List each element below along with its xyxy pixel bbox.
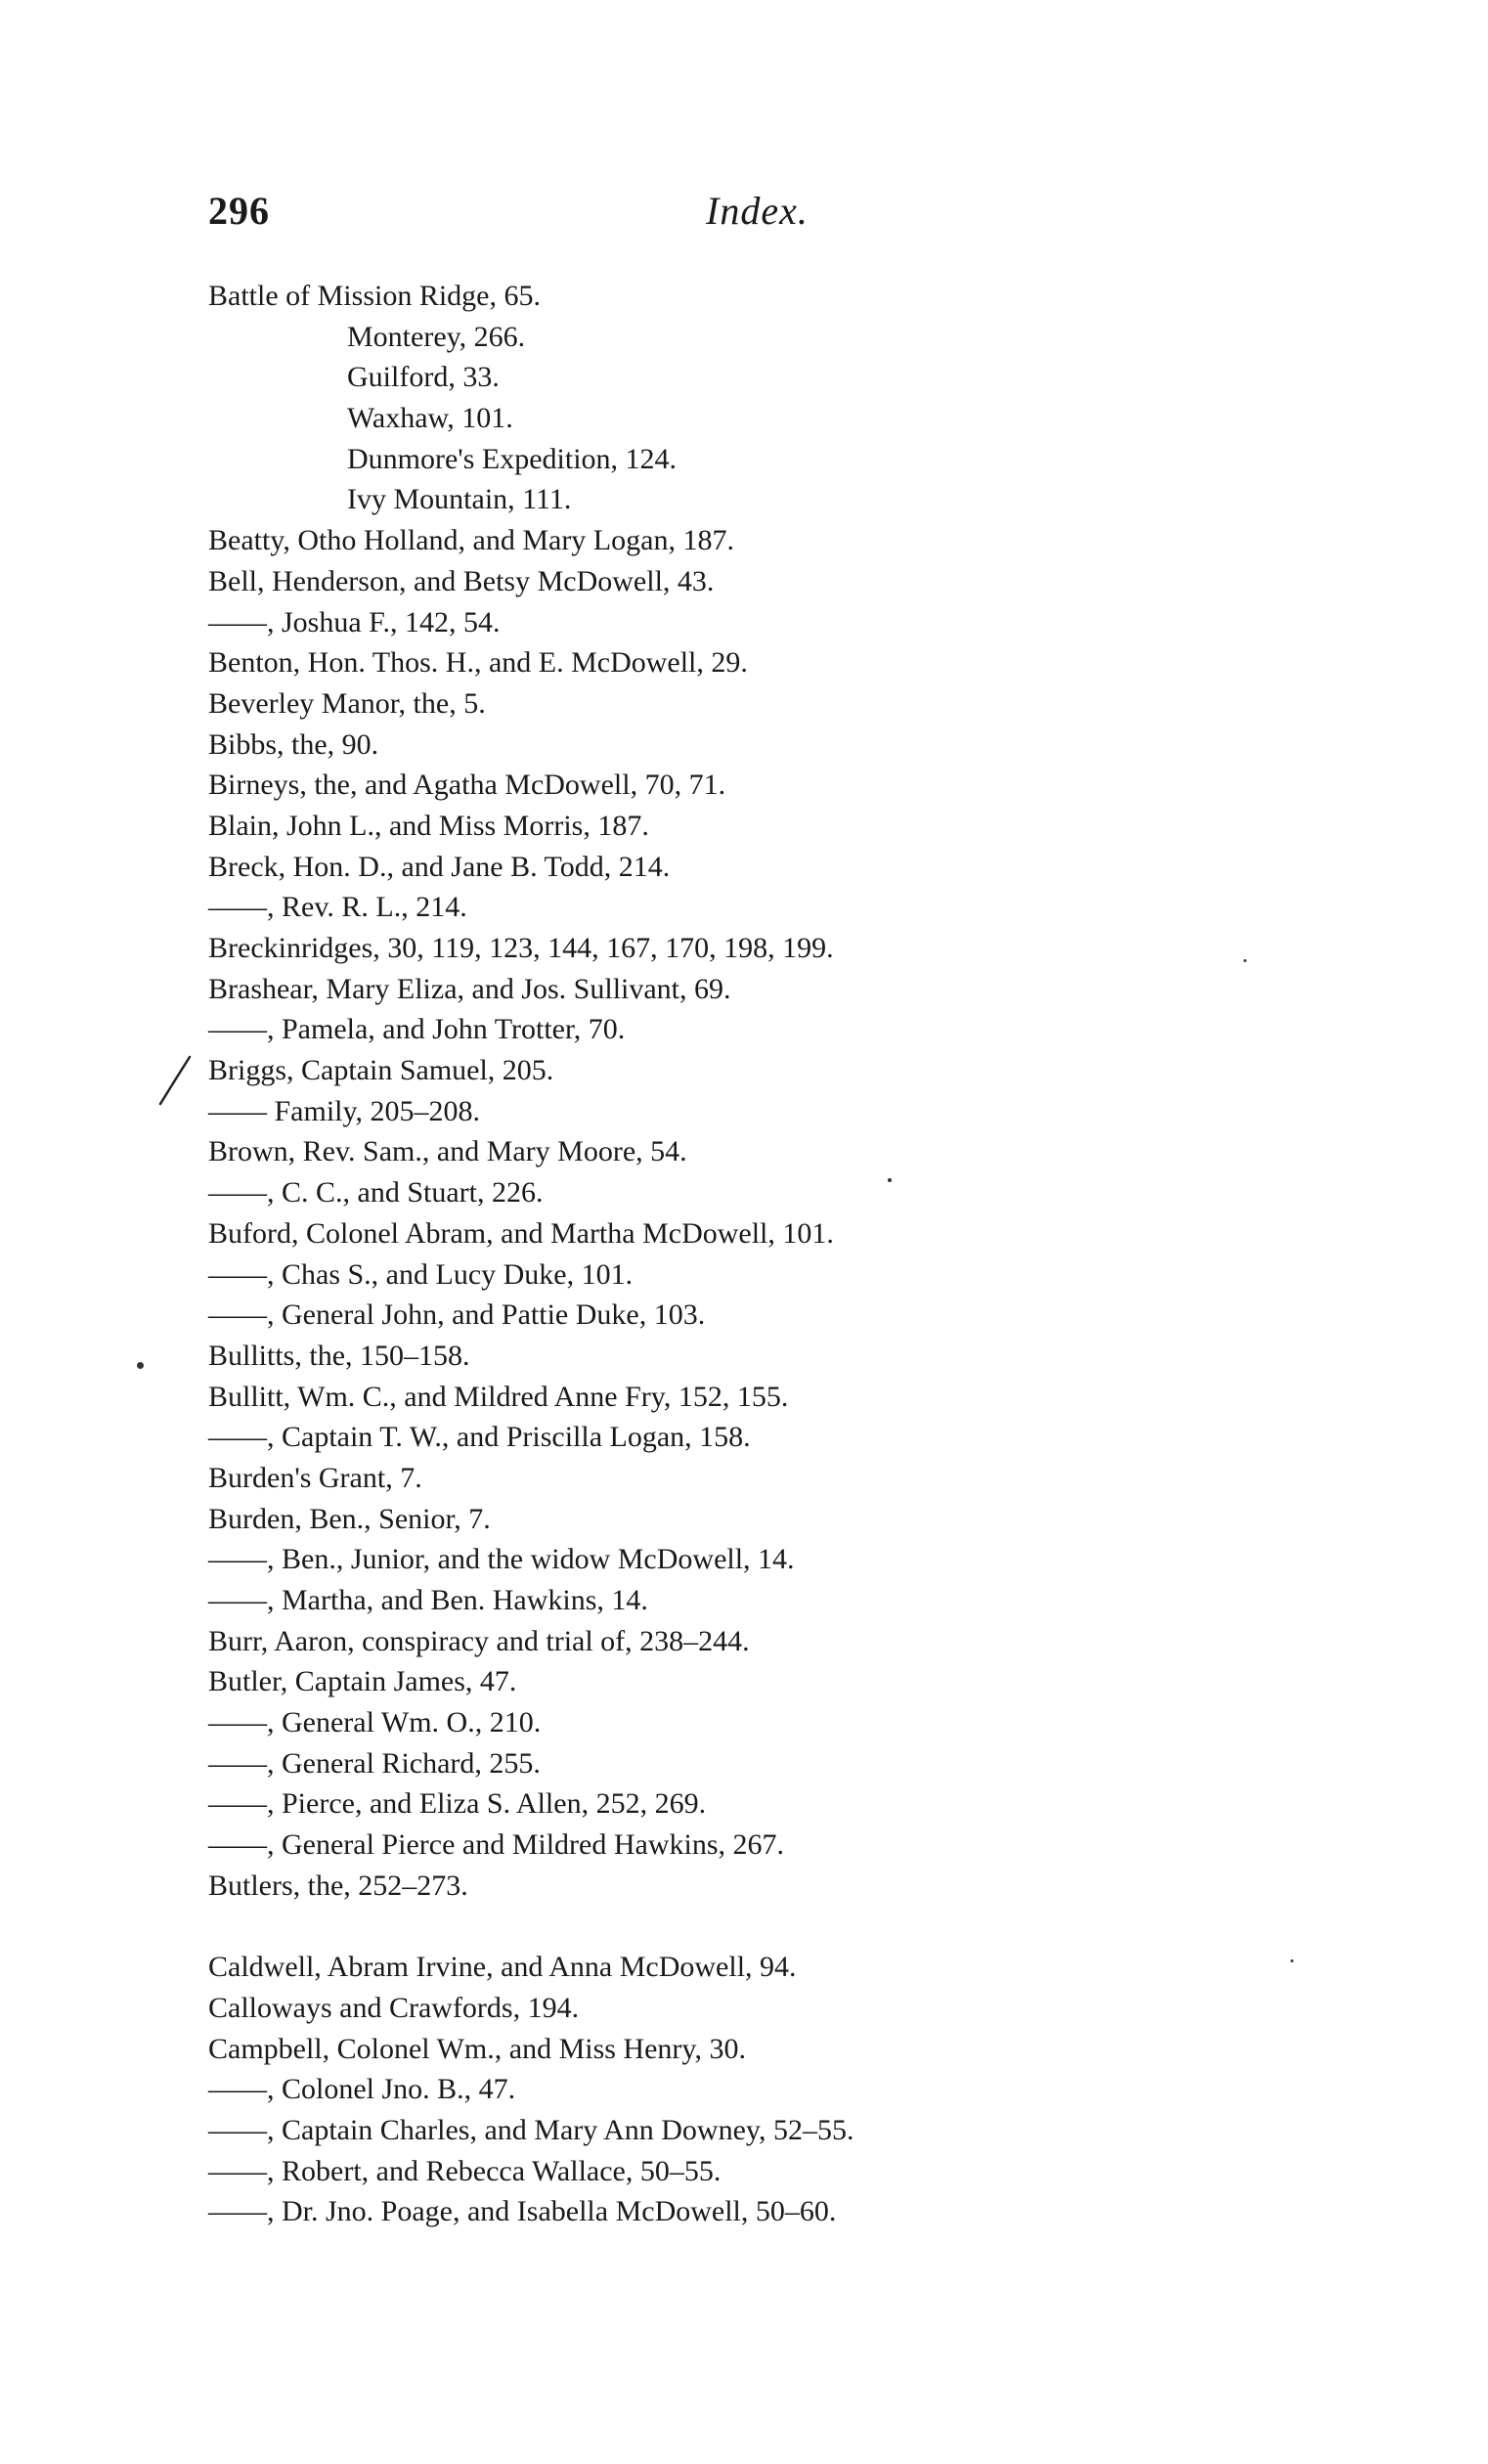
index-subentry: Waxhaw, 101. xyxy=(347,402,513,435)
index-entry: Brown, Rev. Sam., and Mary Moore, 54. xyxy=(208,1135,687,1168)
margin-pen-mark-icon xyxy=(154,1053,194,1110)
index-entry: Bullitt, Wm. C., and Mildred Anne Fry, 152, 155. xyxy=(208,1380,789,1413)
print-speck xyxy=(137,1362,144,1369)
print-speck xyxy=(1244,959,1247,962)
index-entry: Birneys, the, and Agatha McDowell, 70, 71. xyxy=(208,769,726,802)
index-entry: ——, Martha, and Ben. Hawkins, 14. xyxy=(208,1584,648,1616)
index-entry: Calloways and Crawfords, 194. xyxy=(208,1991,580,2024)
index-entry: ——, Dr. Jno. Poage, and Isabella McDowell, 50–60. xyxy=(208,2195,837,2228)
index-entry: ——, Joshua F., 142, 54. xyxy=(208,605,501,638)
index-entry: Brashear, Mary Eliza, and Jos. Sullivant, 69. xyxy=(208,972,731,1005)
index-entry: Breckinridges, 30, 119, 123, 144, 167, 170, 198, 199. xyxy=(208,932,834,964)
index-entry: ——, Chas S., and Lucy Duke, 101. xyxy=(208,1257,634,1291)
index-entry: Bullitts, the, 150–158. xyxy=(208,1339,470,1372)
index-entry: ——, Ben., Junior, and the widow McDowell, 14. xyxy=(208,1543,795,1576)
print-speck xyxy=(1291,1959,1293,1962)
index-entry: Burden's Grant, 7. xyxy=(208,1461,422,1494)
index-entry: Benton, Hon. Thos. H., and E. McDowell, 29. xyxy=(208,646,748,680)
index-entry: ——, Colonel Jno. B., 47. xyxy=(208,2073,516,2106)
index-entry: Campbell, Colonel Wm., and Miss Henry, 30. xyxy=(208,2032,746,2065)
index-entry: ——, General Pierce and Mildred Hawkins, 267. xyxy=(208,1828,785,1862)
index-entry: ——, General Richard, 255. xyxy=(208,1746,541,1780)
index-entry: Briggs, Captain Samuel, 205. xyxy=(208,1054,554,1087)
index-entry: ——, Robert, and Rebecca Wallace, 50–55. xyxy=(208,2154,722,2187)
index-entry: Caldwell, Abram Irvine, and Anna McDowell, 94. xyxy=(208,1951,797,1984)
index-entry: Bell, Henderson, and Betsy McDowell, 43. xyxy=(208,564,715,597)
entry-spacer xyxy=(208,1907,1381,1948)
index-entry: ——, Pamela, and John Trotter, 70. xyxy=(208,1013,626,1046)
index-subentry: Dunmore's Expedition, 124. xyxy=(347,442,678,475)
index-entry: ——, General John, and Pattie Duke, 103. xyxy=(208,1298,706,1332)
page-number: 296 xyxy=(208,189,270,233)
index-entry: Battle of Mission Ridge, 65. xyxy=(208,280,541,312)
index-entry: Butlers, the, 252–273. xyxy=(208,1869,468,1902)
running-title: Index. xyxy=(706,189,809,233)
index-entry: ——, Rev. R. L., 214. xyxy=(208,891,467,924)
index-list xyxy=(208,276,1381,2232)
index-subentry: Ivy Mountain, 111. xyxy=(347,483,572,516)
print-speck xyxy=(888,1178,892,1182)
index-entry: Breck, Hon. D., and Jane B. Todd, 214. xyxy=(208,850,671,883)
index-entry: ——, C. C., and Stuart, 226. xyxy=(208,1176,544,1210)
index-entry: Blain, John L., and Miss Morris, 187. xyxy=(208,809,649,842)
index-subentry: Guilford, 33. xyxy=(347,361,500,394)
index-entry: Burr, Aaron, conspiracy and trial of, 238–244. xyxy=(208,1624,750,1657)
index-entry: Beverley Manor, the, 5. xyxy=(208,686,486,720)
index-entry: ——, Captain T. W., and Priscilla Logan, 158. xyxy=(208,1421,751,1454)
index-entry: ——, General Wm. O., 210. xyxy=(208,1706,542,1739)
index-entry: —— Family, 205–208. xyxy=(208,1094,481,1127)
index-entry: Burden, Ben., Senior, 7. xyxy=(208,1502,491,1535)
index-entry: Beatty, Otho Holland, and Mary Logan, 187. xyxy=(208,524,734,557)
index-entry: ——, Captain Charles, and Mary Ann Downey, 52–55. xyxy=(208,2113,854,2146)
index-entry: Buford, Colonel Abram, and Martha McDowell, 101. xyxy=(208,1216,834,1250)
index-entry: Butler, Captain James, 47. xyxy=(208,1665,517,1698)
index-entry: ——, Pierce, and Eliza S. Allen, 252, 269. xyxy=(208,1787,707,1821)
index-entry: Bibbs, the, 90. xyxy=(208,727,379,761)
index-subentry: Monterey, 266. xyxy=(347,320,526,353)
